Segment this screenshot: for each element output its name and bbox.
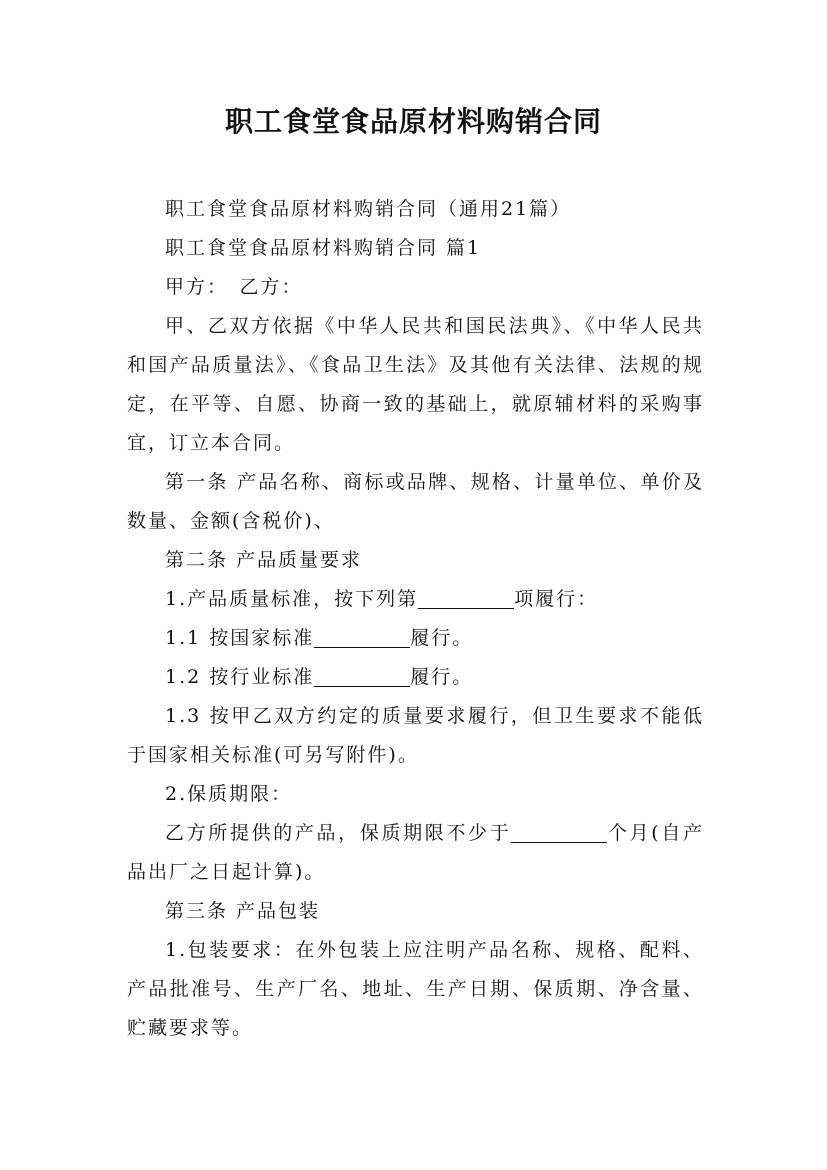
paragraph-text: 第一条 产品名称、商标或品牌、规格、计量单位、单价及数量、金额(含税价)、 — [127, 471, 704, 532]
paragraph-text: 甲、乙双方依据《中华人民共和国民法典》、《中华人民共和国产品质量法》、《食品卫生法》及其他有关法律、法规的规定，在平等、自愿、协商一致的基础上，就原辅材料的采购事宜，订立本合同。 — [127, 315, 704, 454]
fill-in-blank — [418, 586, 514, 609]
paragraph-text: 乙方所提供的产品，保质期限不少于 — [165, 822, 512, 844]
paragraph-article-heading — [127, 229, 704, 268]
paragraph-text: 第三条 产品包装 — [165, 900, 321, 922]
paragraph-text-after: 履行。 — [410, 627, 474, 649]
paragraph-text: 职工食堂食品原材料购销合同（通用21篇） — [165, 198, 572, 220]
paragraph-text: 1.2 按行业标准 — [165, 666, 315, 688]
paragraph-text: 1.1 按国家标准 — [165, 627, 315, 649]
paragraph-text: 1.产品质量标准，按下列第 — [165, 588, 419, 610]
paragraph-clause-1-1 — [127, 619, 704, 658]
paragraph-clause-1 — [127, 580, 704, 619]
paragraph-text: 职工食堂食品原材料购销合同 篇1 — [165, 237, 482, 259]
paragraph-parties — [127, 268, 704, 307]
paragraph-clause-1-3 — [127, 697, 704, 775]
paragraph-collection-title — [127, 190, 704, 229]
paragraph-shelf-life — [127, 814, 704, 892]
paragraph-text: 1.3 按甲乙双方约定的质量要求履行，但卫生要求不能低于国家相关标准(可另写附件)。 — [127, 705, 704, 766]
document-body — [127, 190, 704, 1048]
paragraph-article-2-heading — [127, 541, 704, 580]
paragraph-text-after: 个月(自产品出厂之日起计算)。 — [127, 822, 704, 883]
document-title: 职工食堂食品原材料购销合同 — [224, 105, 602, 138]
paragraph-packaging — [127, 931, 704, 1048]
fill-in-blank — [511, 820, 607, 843]
paragraph-text-after: 履行。 — [410, 666, 474, 688]
paragraph-clause-1-2 — [127, 658, 704, 697]
paragraph-text: 甲方： 乙方： — [165, 276, 303, 298]
paragraph-text-after: 项履行： — [514, 588, 599, 610]
paragraph-article-3-heading — [127, 892, 704, 931]
paragraph-text: 1.包装要求：在外包装上应注明产品名称、规格、配料、产品批准号、生产厂名、地址、生产日期、保质期、净含量、贮藏要求等。 — [127, 939, 704, 1039]
fill-in-blank — [314, 625, 410, 648]
paragraph-preamble — [127, 307, 704, 463]
paragraph-text: 第二条 产品质量要求 — [165, 549, 363, 571]
fill-in-blank — [314, 664, 410, 687]
paragraph-text: 2.保质期限： — [165, 783, 293, 805]
paragraph-clause-2 — [127, 775, 704, 814]
paragraph-article-1 — [127, 463, 704, 541]
